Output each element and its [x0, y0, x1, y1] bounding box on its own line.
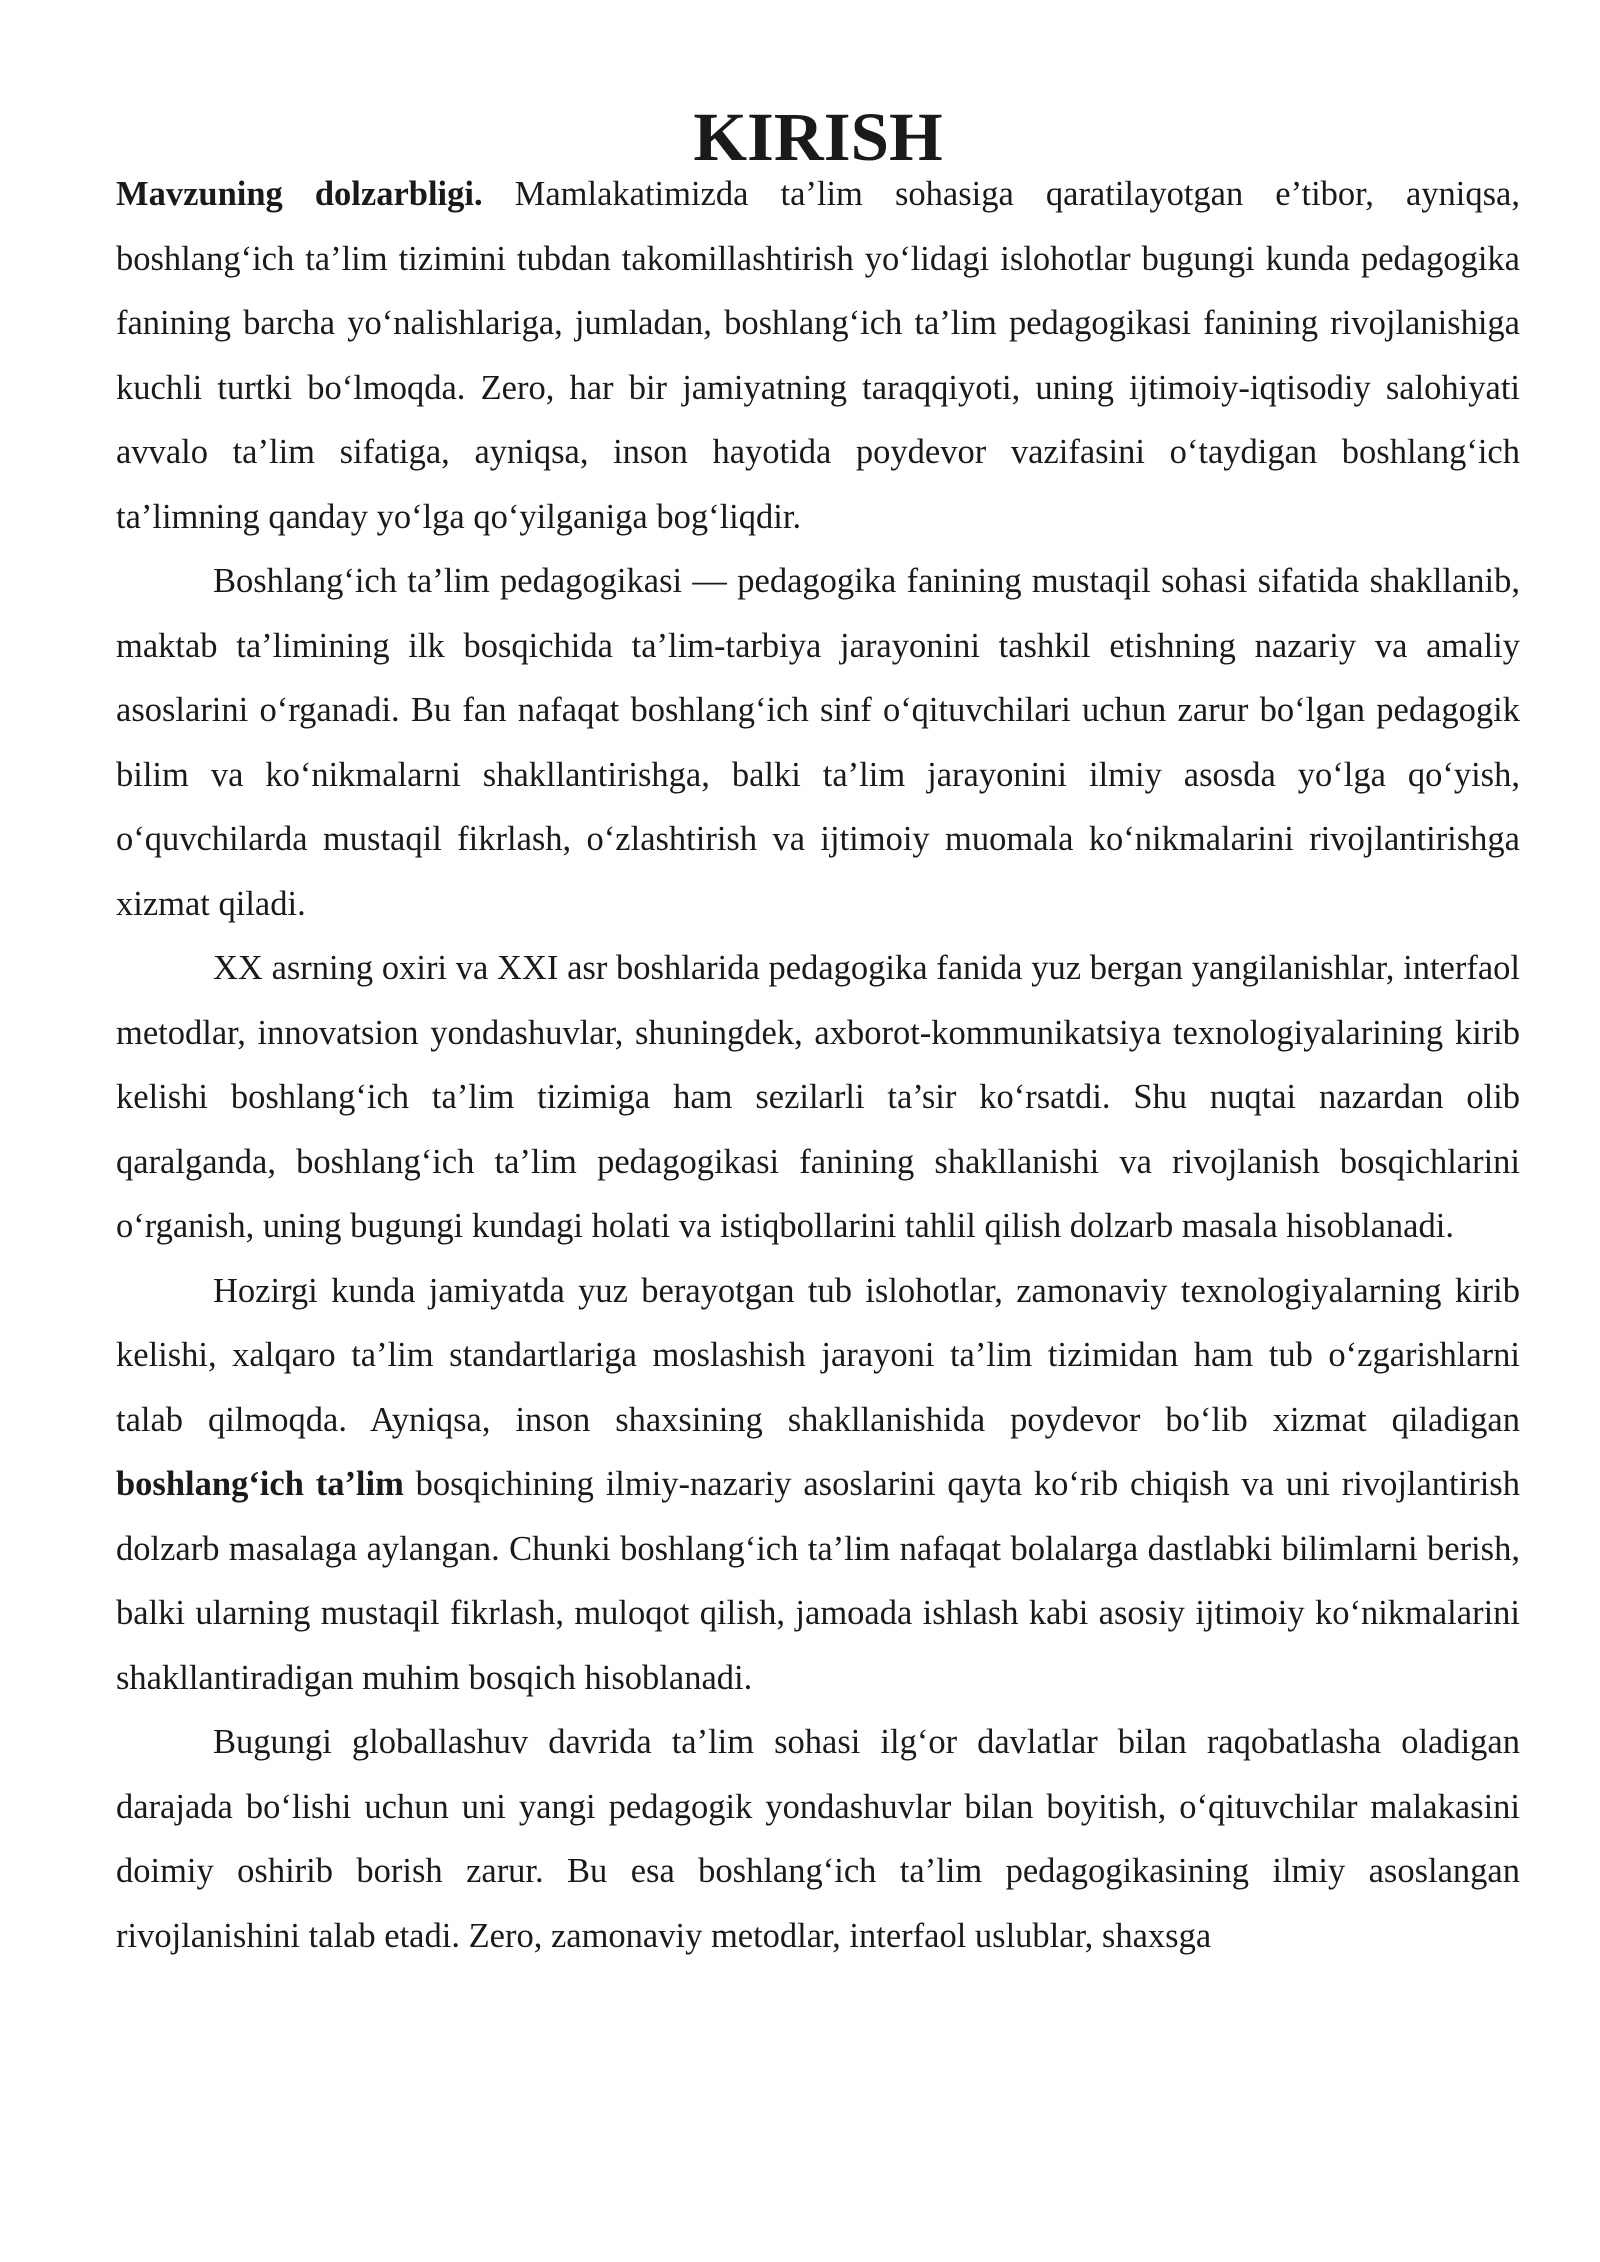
paragraph-text: Hozirgi kunda jamiyatda yuz berayotgan tub islohotlar, zamonaviy texnologiyalarning kirib kelishi, xalqaro ta’lim standartlariga moslashish jarayoni ta’lim tizimidan ham tub o‘zgarishlarni talab qilmoqda. Ayniqsa, inson shaxsining shakllanishida poydevor bo‘lib xizmat qiladigan	[116, 1271, 1520, 1439]
paragraph-reforms	[116, 1259, 1520, 1711]
paragraph-bold-term: boshlang‘ich ta’lim	[116, 1465, 404, 1503]
paragraph-innovations	[116, 936, 1520, 1259]
paragraph-text: Mamlakatimizda ta’lim sohasiga qaratilayotgan e’tibor, ayniqsa, boshlang‘ich ta’lim tizimini tubdan takomillashtirish yo‘lidagi islohotlar bugungi kunda pedagogika fanining barcha yo‘nalishlariga, jumladan, boshlang‘ich ta’lim pedagogikasi fanining rivojlanishiga kuchli turtki bo‘lmoqda. Zero, har bir jamiyatning taraqqiyoti, uning ijtimoiy-iqtisodiy salohiyati avvalo ta’lim sifatiga, ayniqsa, inson hayotida poydevor vazifasini o‘taydigan boshlang‘ich ta’limning qanday yo‘lga qo‘yilganiga bog‘liqdir.	[116, 175, 1520, 536]
paragraph-text: XX asrning oxiri va XXI asr boshlarida pedagogika fanida yuz bergan yangilanishlar, interfaol metodlar, innovatsion yondashuvlar, shuningdek, axborot-kommunikatsiya texnologiyalarining kirib kelishi boshlang‘ich ta’lim tizimiga ham sezilarli ta’sir ko‘rsatdi. Shu nuqtai nazardan olib qaralganda, boshlang‘ich ta’lim pedagogikasi fanining shakllanishi va rivojlanish bosqichlarini o‘rganish, uning bugungi kundagi holati va istiqbollarini tahlil qilish dolzarb masala hisoblanadi.	[116, 949, 1520, 1245]
paragraph-text: bosqichining ilmiy-nazariy asoslarini qayta ko‘rib chiqish va uni rivojlantirish dolzarb masalaga aylangan. Chunki boshlang‘ich ta’lim nafaqat bolalarga dastlabki bilimlarni berish, balki ularning mustaqil fikrlash, muloqot qilish, jamoada ishlash kabi asosiy ijtimoiy ko‘nikmalarini shakllantiradigan muhim bosqich hisoblanadi.	[116, 1465, 1520, 1697]
paragraph-text: Boshlang‘ich ta’lim pedagogikasi — pedagogika fanining mustaqil sohasi sifatida shakllanib, maktab ta’limining ilk bosqichida ta’lim-tarbiya jarayonini tashkil etishning nazariy va amaliy asoslarini o‘rganadi. Bu fan nafaqat boshlang‘ich sinf o‘qituvchilari uchun zarur bo‘lgan pedagogik bilim va ko‘nikmalarni shakllantirishga, balki ta’lim jarayonini ilmiy asosda yo‘lga qo‘yish, o‘quvchilarda mustaqil fikrlash, o‘zlashtirish va ijtimoiy muomala ko‘nikmalarini rivojlantirishga xizmat qiladi.	[116, 562, 1520, 923]
paragraph-primary-pedagogy	[116, 549, 1520, 936]
paragraph-text: Bugungi globallashuv davrida ta’lim sohasi ilg‘or davlatlar bilan raqobatlasha oladigan darajada bo‘lishi uchun uni yangi pedagogik yondashuvlar bilan boyitish, o‘qituvchilar malakasini doimiy oshirib borish zarur. Bu esa boshlang‘ich ta’lim pedagogikasining ilmiy asoslangan rivojlanishini talab etadi. Zero, zamonaviy metodlar, interfaol uslublar, shaxsga	[116, 1723, 1520, 1955]
paragraph-globalization	[116, 1710, 1520, 1968]
paragraph-relevance	[116, 162, 1520, 549]
section-title: KIRISH	[693, 99, 943, 175]
document-page	[116, 99, 1520, 1968]
paragraph-lead-heading: Mavzuning dolzarbligi.	[116, 175, 483, 213]
